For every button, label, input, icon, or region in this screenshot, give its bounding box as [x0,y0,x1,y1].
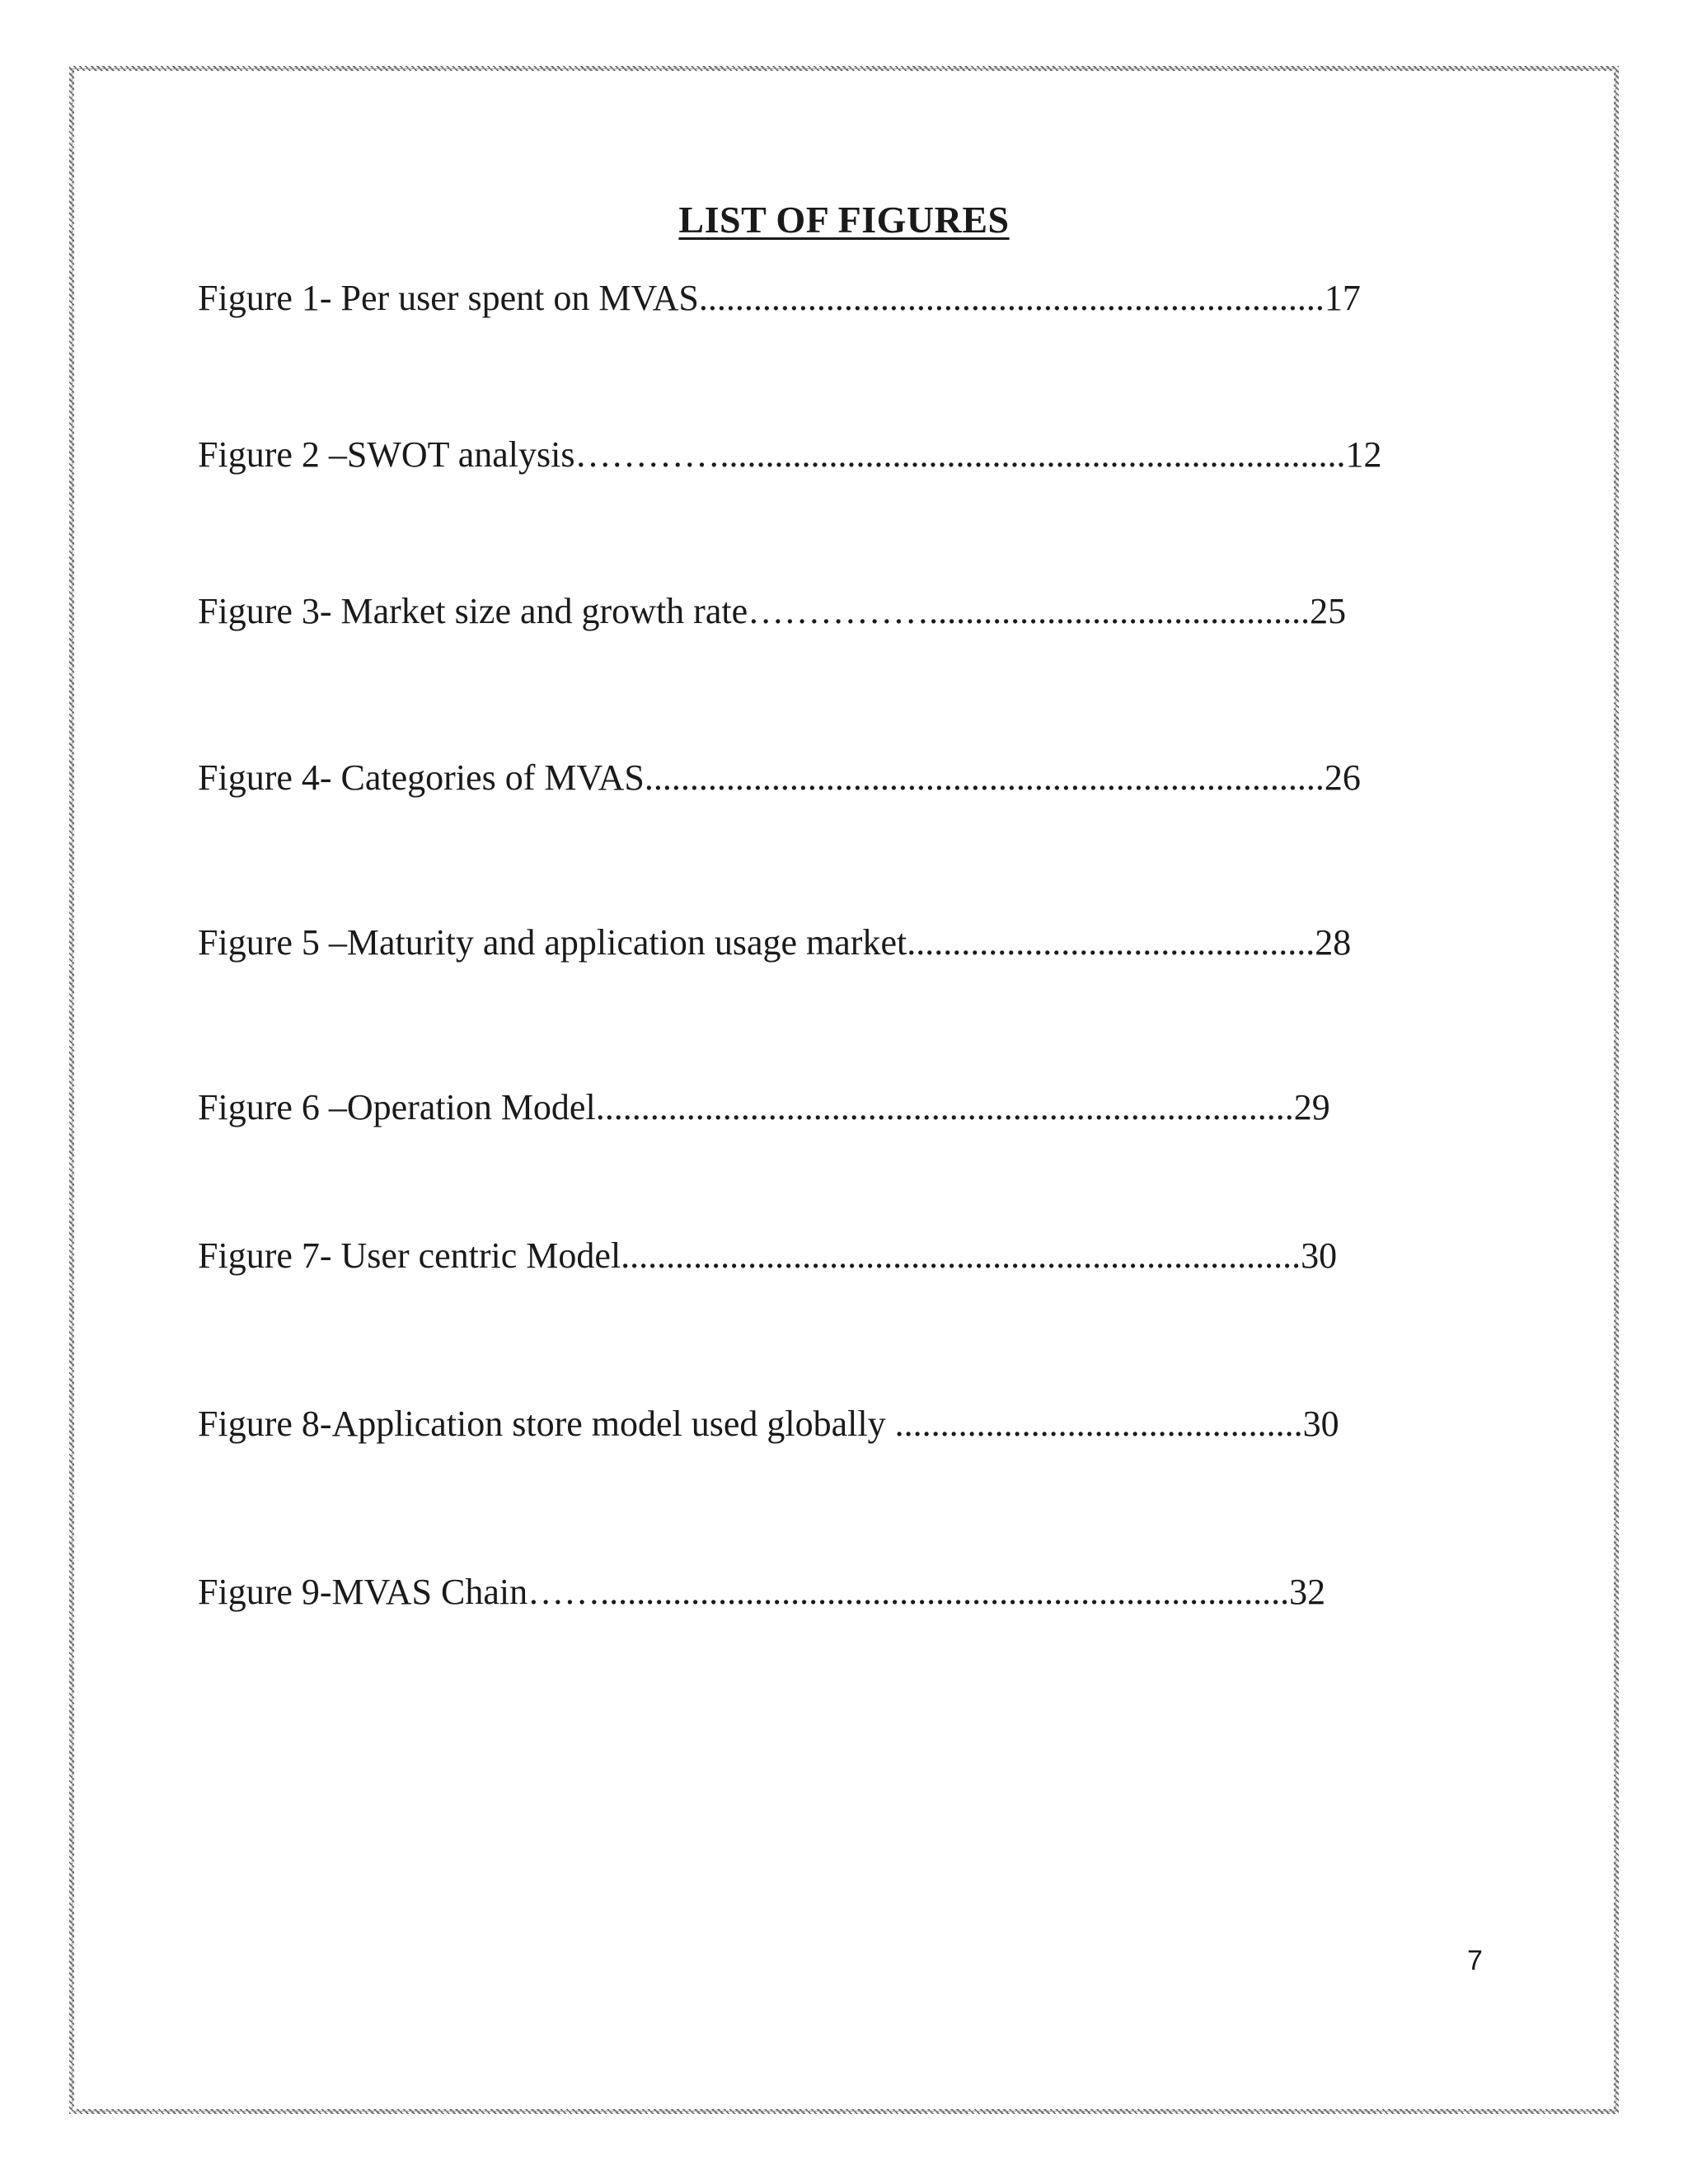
figure-entry-5: Figure 5 –Maturity and application usage market.............................................28 [198,922,1352,963]
figure-entry-1: Figure 1- Per user spent on MVAS.....................................................................17 [198,278,1361,318]
figure-entry-9: Figure 9-MVAS Chain……............................................................................32 [198,1572,1326,1612]
figure-entry-3: Figure 3- Market size and growth rate……………..........................................25 [198,591,1347,631]
figure-entry-7: Figure 7- User centric Model...........................................................................30 [198,1235,1338,1276]
figure-entry-6: Figure 6 –Operation Model.............................................................................29 [198,1087,1330,1127]
page-title: LIST OF FIGURES [678,199,1010,241]
figure-entry-4: Figure 4- Categories of MVAS...........................................................................26 [198,757,1361,798]
figure-entry-8: Figure 8-Application store model used globally .............................................30 [198,1404,1339,1444]
page-number: 7 [1467,1945,1483,1976]
figure-entry-2: Figure 2 –SWOT analysis………….....................................................................12 [198,434,1382,475]
